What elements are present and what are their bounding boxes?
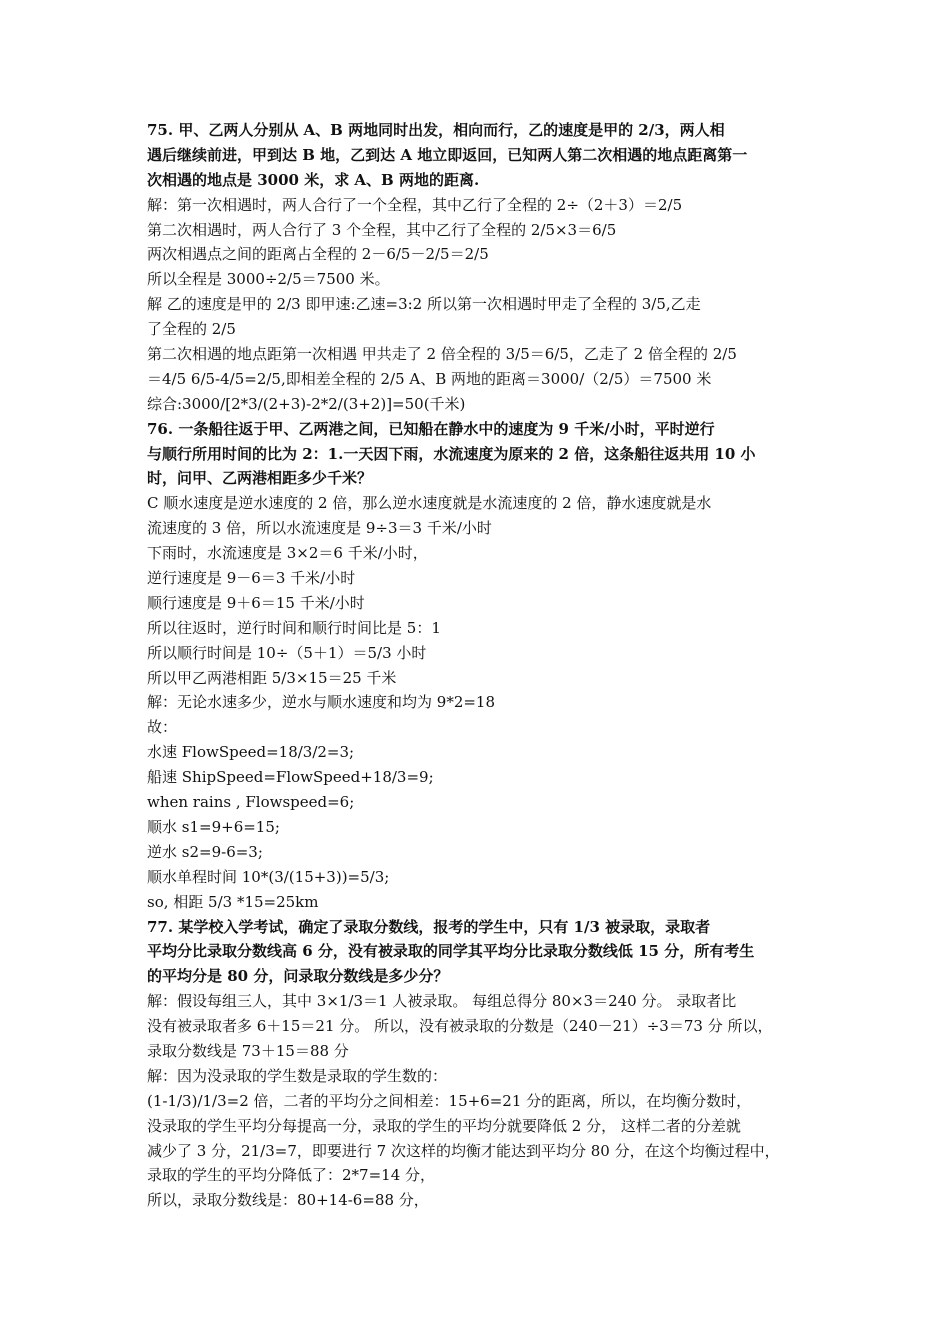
- text-line: 综合:3000/[2*3/(2+3)-2*2/(3+2)]=50(千米): [147, 394, 466, 413]
- text-line: 减少了 3 分，21/3=7，即要进行 7 次这样的均衡才能达到平均分 80 分，在这个均衡过程中，: [147, 1141, 780, 1160]
- text-line: so, 相距 5/3 *15=25km: [147, 892, 319, 911]
- text-line: 逆水 s2=9-6=3;: [147, 842, 263, 861]
- text-line: 解：无论水速多少，逆水与顺水速度和均为 9*2=18: [147, 693, 496, 712]
- text-line: 逆行速度是 9－6＝3 千米/小时: [147, 569, 356, 588]
- text-line: 第二次相遇时，两人合行了 3 个全程，其中乙行了全程的 2/5×3＝6/5: [147, 220, 617, 239]
- text-line: 没录取的学生平均分每提高一分，录取的学生的平均分就要降低 2 分， 这样二者的分差就: [147, 1116, 741, 1135]
- text-line: 录取分数线是 73＋15＝88 分: [147, 1041, 349, 1060]
- text-line: (1-1/3)/1/3=2 倍，二者的平均分之间相差：15+6=21 分的距离，所以，在均衡分数时，: [147, 1091, 752, 1110]
- text-line: 顺水单程时间 10*(3/(15+3))=5/3;: [147, 867, 390, 886]
- text-line: 下雨时，水流速度是 3×2＝6 千米/小时，: [147, 544, 428, 563]
- text-line: 顺行速度是 9＋6＝15 千米/小时: [147, 593, 365, 612]
- text-line: 船速 ShipSpeed=FlowSpeed+18/3=9;: [147, 768, 434, 787]
- text-line: 所以全程是 3000÷2/5＝7500 米。: [147, 270, 390, 289]
- text-line: 76. 一条船往返于甲、乙两港之间，已知船在静水中的速度为 9 千米/小时，平时逆行: [147, 419, 715, 438]
- text-line: 次相遇的地点是 3000 米，求 A、B 两地的距离.: [147, 170, 480, 189]
- text-line: 顺水 s1=9+6=15;: [147, 817, 280, 836]
- text-line: 水速 FlowSpeed=18/3/2=3;: [147, 743, 355, 762]
- text-line: 平均分比录取分数线高 6 分，没有被录取的同学其平均分比录取分数线低 15 分，所有考生: [147, 942, 755, 961]
- text-line: C 顺水速度是逆水速度的 2 倍，那么逆水速度就是水流速度的 2 倍，静水速度就是水: [147, 494, 712, 513]
- text-line: 流速度的 3 倍，所以水流速度是 9÷3＝3 千米/小时: [147, 519, 492, 538]
- text-line: 解：假设每组三人，其中 3×1/3＝1 人被录取。 每组总得分 80×3＝240 分。 录取者比: [147, 992, 737, 1011]
- text-line: 第二次相遇的地点距第一次相遇 甲共走了 2 倍全程的 3/5＝6/5，乙走了 2 倍全程的 2/5: [147, 345, 737, 364]
- text-line: 所以顺行时间是 10÷（5＋1）＝5/3 小时: [147, 643, 427, 662]
- text-line: 解 乙的速度是甲的 2/3 即甲速:乙速=3:2 所以第一次相遇时甲走了全程的 3/5,乙走: [147, 295, 701, 314]
- text-line: 遇后继续前进，甲到达 B 地，乙到达 A 地立即返回，已知两人第二次相遇的地点距离第一: [147, 145, 748, 164]
- text-line: 两次相遇点之间的距离占全程的 2－6/5－2/5＝2/5: [147, 245, 489, 264]
- text-line: 75. 甲、乙两人分别从 A、B 两地同时出发，相向而行，乙的速度是甲的 2/3，两人相: [147, 121, 725, 139]
- text-line: 与顺行所用时间的比为 2：1.一天因下雨，水流速度为原来的 2 倍，这条船往返共用 10 小: [147, 444, 756, 463]
- text-line: 故：: [147, 718, 178, 737]
- text-line: ＝4/5 6/5-4/5=2/5,即相差全程的 2/5 A、B 两地的距离＝3000/（2/5）＝7500 米: [147, 369, 712, 388]
- text-line: 时，问甲、乙两港相距多少千米？: [147, 469, 373, 488]
- text-line: 的平均分是 80 分，问录取分数线是多少分？: [147, 967, 449, 986]
- text-line: 所以甲乙两港相距 5/3×15＝25 千米: [147, 668, 397, 687]
- document-page: [147, 118, 811, 1213]
- text-line: 77. 某学校入学考试，确定了录取分数线，报考的学生中，只有 1/3 被录取，录取者: [147, 917, 711, 936]
- text-line: 所以往返时，逆行时间和顺行时间比是 5：1: [147, 618, 441, 637]
- text-line: 解：第一次相遇时，两人合行了一个全程，其中乙行了全程的 2÷（2＋3）＝2/5: [147, 195, 683, 214]
- text-line: 解：因为没录取的学生数是录取的学生数的：: [147, 1066, 448, 1085]
- text-line: when rains , Flowspeed=6;: [147, 793, 355, 812]
- text-line: 录取的学生的平均分降低了：2*7=14 分，: [147, 1166, 436, 1185]
- text-line: 所以，录取分数线是：80+14-6=88 分，: [147, 1191, 429, 1210]
- text-line: 了全程的 2/5: [147, 320, 236, 339]
- text-line: 没有被录取者多 6＋15＝21 分。 所以，没有被录取的分数是（240－21）÷3＝73 分 所以，: [147, 1017, 773, 1036]
